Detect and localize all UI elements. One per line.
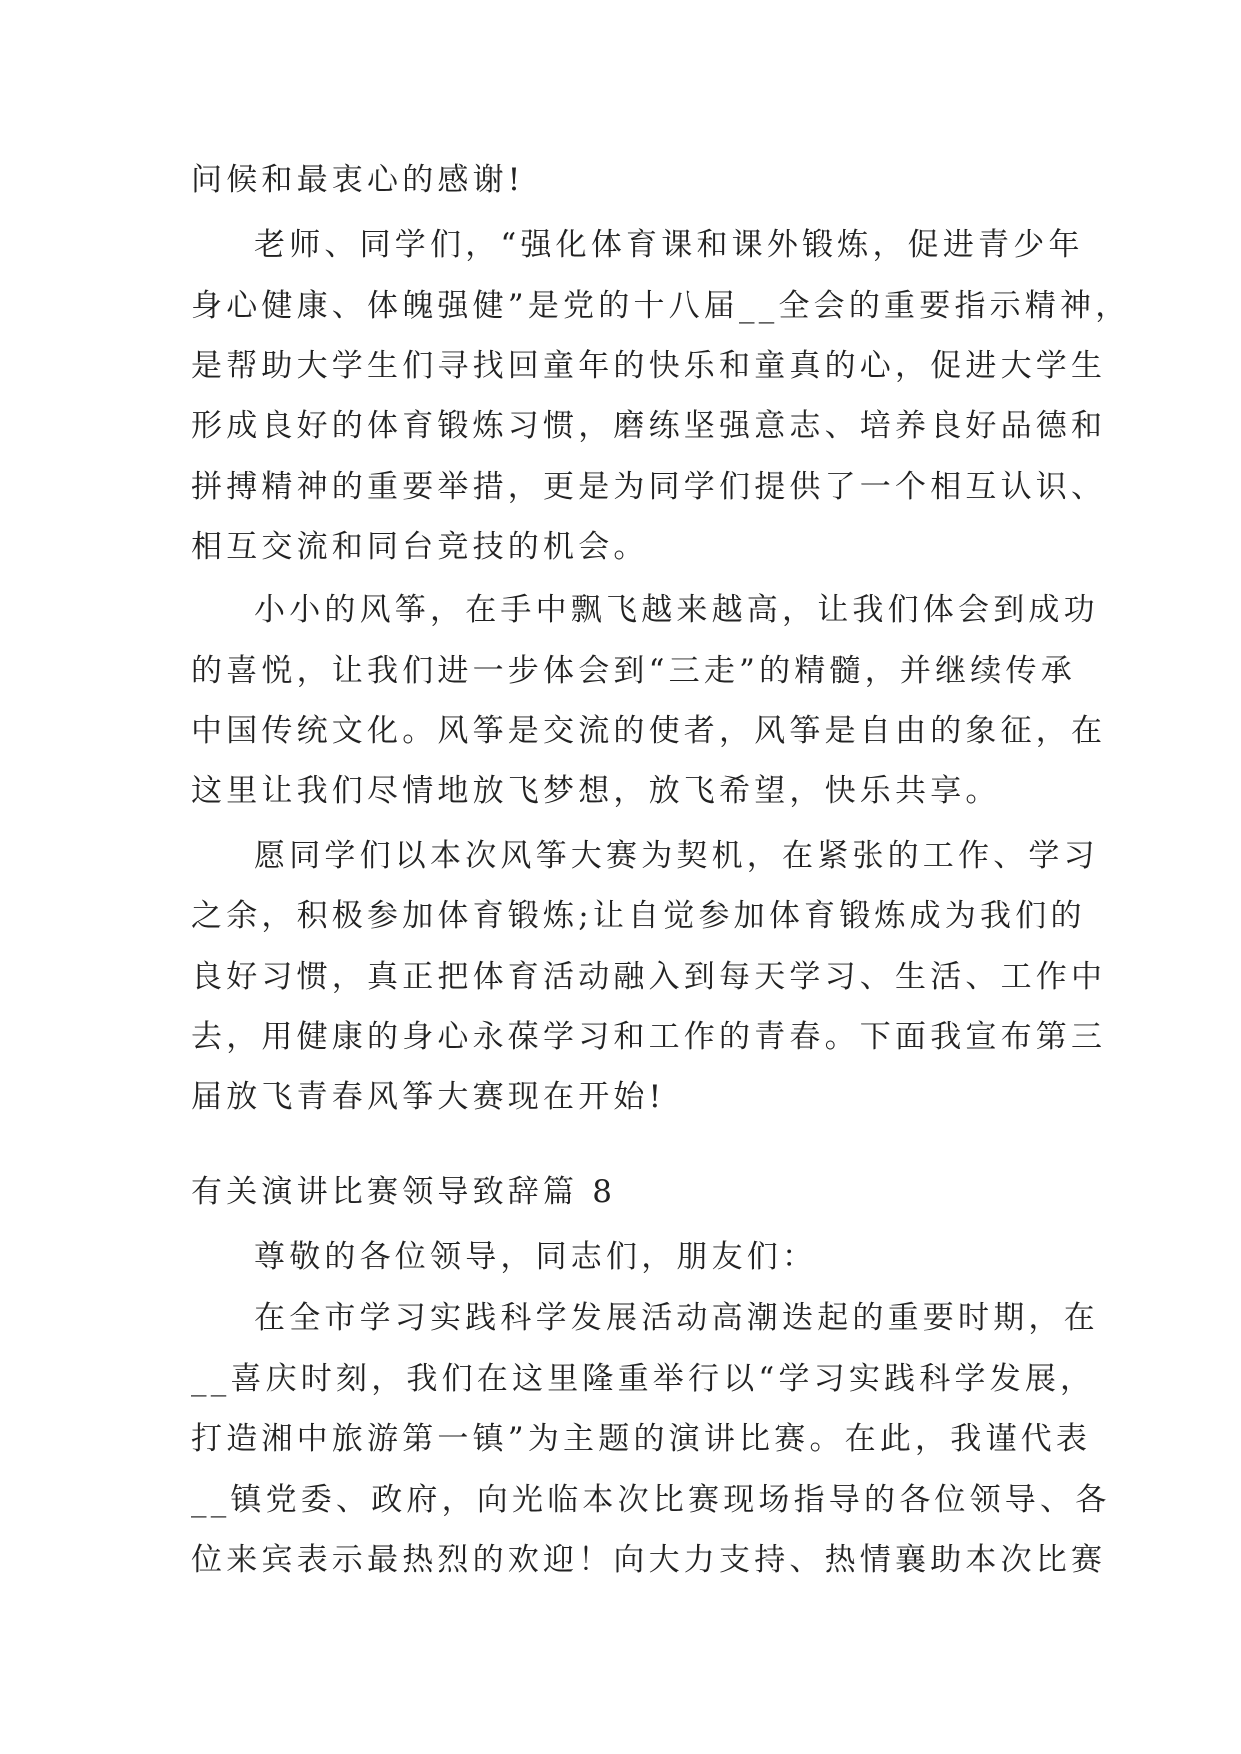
- text-line: 良好习惯，真正把体育活动融入到每天学习、生活、工作中: [191, 959, 1107, 995]
- text-line: 身心健康、体魄强健”是党的十八届__全会的重要指示精神，: [191, 288, 1131, 324]
- text-line: 这里让我们尽情地放飞梦想，放飞希望，快乐共享。: [191, 773, 1001, 809]
- text-line: 的喜悦，让我们进一步体会到“三走”的精髓，并继续传承: [191, 653, 1076, 689]
- text-line: __镇党委、政府，向光临本次比赛现场指导的各位领导、各: [191, 1482, 1111, 1518]
- text-line: 届放飞青春风筝大赛现在开始!: [191, 1079, 666, 1115]
- text-line: 去，用健康的身心永葆学习和工作的青春。下面我宣布第三: [191, 1019, 1107, 1055]
- text-line: 中国传统文化。风筝是交流的使者，风筝是自由的象征，在: [191, 713, 1107, 749]
- text-line: 形成良好的体育锻炼习惯，磨练坚强意志、培养良好品德和: [191, 408, 1107, 444]
- text-line: 是帮助大学生们寻找回童年的快乐和童真的心，促进大学生: [191, 348, 1107, 384]
- text-line: 问候和最衷心的感谢!: [191, 162, 525, 198]
- text-line: 愿同学们以本次风筝大赛为契机，在紧张的工作、学习: [254, 838, 1099, 874]
- text-line: 拼搏精神的重要举措，更是为同学们提供了一个相互认识、: [191, 469, 1107, 505]
- text-line: 老师、同学们，“强化体育课和课外锻炼，促进青少年: [254, 227, 1084, 263]
- text-line: 相互交流和同台竞技的机会。: [191, 529, 649, 565]
- text-line: 尊敬的各位领导，同志们，朋友们：: [254, 1239, 818, 1275]
- text-line: 之余，积极参加体育锻炼;让自觉参加体育锻炼成为我们的: [191, 898, 1086, 934]
- text-line: 在全市学习实践科学发展活动高潮迭起的重要时期，在: [254, 1300, 1099, 1336]
- text-line: 打造湘中旅游第一镇”为主题的演讲比赛。在此，我谨代表: [191, 1421, 1092, 1457]
- text-line: 小小的风筝，在手中飘飞越来越高，让我们体会到成功: [254, 592, 1099, 628]
- section-heading: 有关演讲比赛领导致辞篇 8: [191, 1174, 617, 1210]
- text-line: 位来宾表示最热烈的欢迎！向大力支持、热情襄助本次比赛: [191, 1542, 1107, 1578]
- text-line: __喜庆时刻，我们在这里隆重举行以“学习实践科学发展，: [191, 1361, 1096, 1397]
